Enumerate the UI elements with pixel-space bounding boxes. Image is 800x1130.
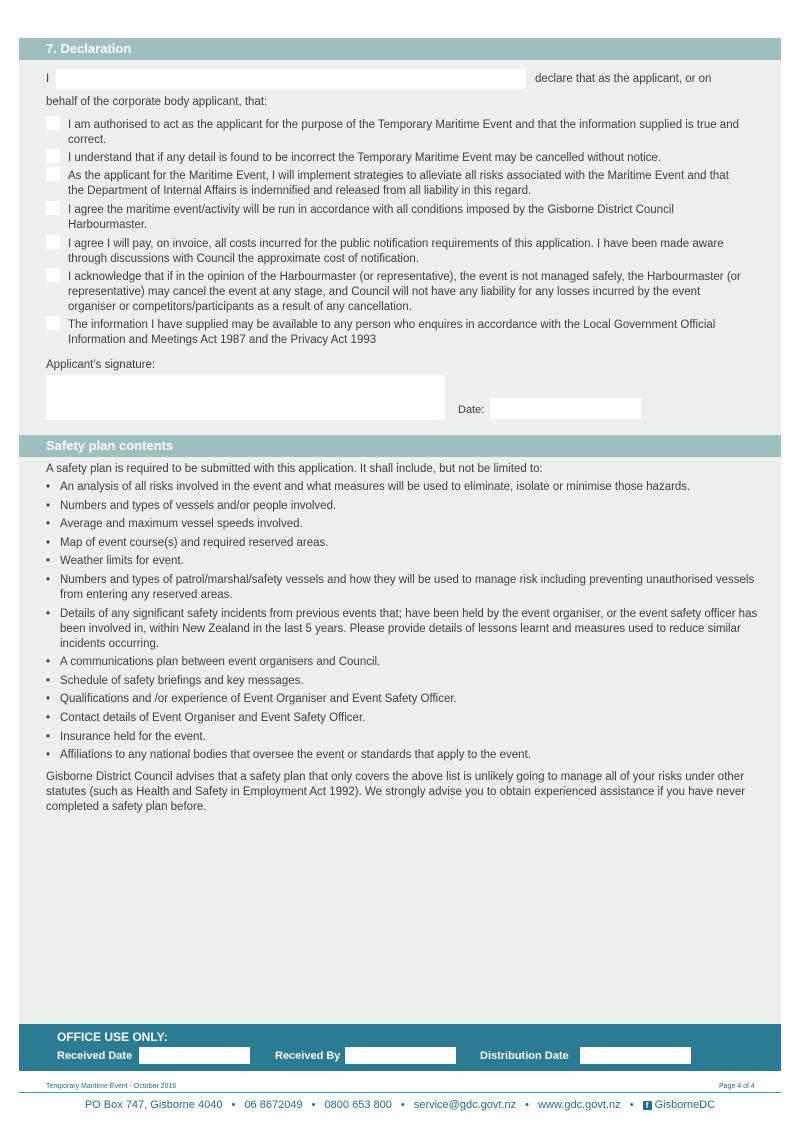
declarant-name-input[interactable] [56,69,526,89]
bullet-icon: • [46,518,51,531]
office-use-title: OFFICE USE ONLY: [57,1030,168,1044]
list-item: • Map of event course(s) and required reserved areas. [46,536,329,549]
footer-phone: 06 8672049 [244,1099,303,1111]
list-item: • Numbers and types of vessels and/or people involved. [46,499,337,512]
declaration-checkbox-3[interactable] [46,167,60,181]
footer-divider [19,1092,781,1093]
footer-facebook-link[interactable]: GisborneDC [654,1099,716,1111]
received-by-label: Received By [275,1050,341,1062]
bullet-icon: • [46,499,51,512]
declaration-checkbox-4[interactable] [46,201,60,215]
footer-separator: • [525,1099,530,1111]
bullet-icon: • [46,730,51,743]
bullet-icon: • [46,481,51,493]
list-item: • Details of any significant safety incidents from previous events that; have been held by the event organiser, or the event safety officer has been involved in, within New Zealand in the last 5 years. Please provide details of lessons learnt and measures used to reduce similar incidents occurring. [46,607,758,650]
declaration-checkbox-5[interactable] [46,235,60,249]
footer-email-link[interactable]: service@gdc.govt.nz [413,1099,517,1111]
declaration-heading: 7. Declaration [19,38,781,60]
bullet-icon: • [46,749,51,762]
list-item: • Numbers and types of patrol/marshal/safety vessels and how they will be used to manage risk including preventing unauthorised vessels from entering any reserved areas. [46,573,755,601]
bullet-icon: • [46,656,51,669]
declaration-item-1: I am authorised to act as the applicant for the purpose of the Temporary Maritime Event and that the information supplied is true and correct. [68,119,739,146]
bullet-icon: • [46,674,51,687]
declaration-item-5: I agree I will pay, on invoice, all costs incurred for the public notification requirements of this application. I have been made aware through discussions with Council the approximate cost of notification. [68,238,724,265]
behalf-text: behalf of the corporate body applicant, that: [46,96,268,108]
list-item: • Affiliations to any national bodies that oversee the event or standards that apply to the event. [46,749,531,762]
list-item: • Qualifications and /or experience of Event Organiser and Event Safety Officer. [46,693,457,706]
received-by-input[interactable] [345,1047,456,1064]
safety-intro: A safety plan is required to be submitted with this application. It shall include, but not be limited to: [46,463,543,475]
signature-label: Applicant’s signature: [46,359,156,371]
office-use-section [19,1024,781,1071]
footer-address: PO Box 747, Gisborne 4040 [84,1099,223,1111]
footer-website-link[interactable]: www.gdc.govt.nz [538,1099,621,1111]
footer-doc-title: Temporary Maritime Event - October 2016 [46,1083,177,1090]
received-date-input[interactable] [139,1047,250,1064]
footer-separator: • [311,1099,316,1111]
distribution-date-label: Distribution Date [480,1050,569,1062]
bullet-icon: • [46,711,51,724]
bullet-icon: • [46,555,51,568]
declaration-checkbox-6[interactable] [46,268,60,282]
signature-field[interactable] [46,375,445,420]
declaration-item-3: As the applicant for the Maritime Event, I will implement strategies to alleviate all risks associated with the Maritime Event and that the Department of Internal Affairs is indemnified and released from all liability in this regard. [68,170,729,197]
list-item: • Schedule of safety briefings and key messages. [46,674,304,687]
declaration-item-6: I acknowledge that if in the opinion of the Harbourmaster (or representative), the event is not managed safely, the Harbourmaster (or representative) may cancel the event at any stage, and Council will not have any liability for any losses incurred by the event organiser or competitors/participants as a result of any cancellation. [68,271,741,313]
distribution-date-input[interactable] [580,1047,691,1064]
date-input[interactable] [490,398,641,419]
bullet-icon: • [46,693,51,706]
list-item: • Weather limits for event. [46,555,184,568]
bullet-icon: • [46,536,51,549]
facebook-icon: f [643,1101,652,1110]
safety-closing-text: Gisborne District Council advises that a safety plan that only covers the above list is unlikely going to manage all of your risks under other statutes (such as Health and Safety in Employment Act 1992). We strongly advise you to obtain experienced assistance if you have never completed a safety plan before. [46,771,746,813]
safety-plan-list [46,480,758,767]
footer-freephone: 0800 653 800 [324,1099,392,1111]
list-item: • A communications plan between event organisers and Council. [46,656,381,669]
list-item: • Insurance held for the event. [46,730,206,743]
declaration-checkbox-1[interactable] [46,116,60,130]
declaration-checkbox-7[interactable] [46,316,60,330]
list-item: • Contact details of Event Organiser and Event Safety Officer. [46,711,366,724]
declaration-item-7: The information I have supplied may be available to any person who enquires in accordance with the Local Government Official Information and Meetings Act 1987 and the Privacy Act 1993 [68,319,716,346]
footer-separator: • [231,1099,236,1111]
declaration-checkbox-2[interactable] [46,149,60,163]
date-label: Date: [458,404,485,416]
safety-plan-heading: Safety plan contents [19,435,781,457]
received-date-label: Received Date [57,1050,133,1062]
declare-text: declare that as the applicant, or on [535,73,712,85]
footer-separator: • [400,1099,405,1111]
declaration-item-4: I agree the maritime event/activity will be run in accordance with all conditions imposed by the Gisborne District Council Harbourmaster. [68,204,674,231]
list-item: • An analysis of all risks involved in the event and what measures will be used to eliminate, isolate or minimise those hazards. [46,481,691,493]
bullet-icon: • [46,607,51,620]
declaration-item-2: I understand that if any detail is found to be incorrect the Temporary Maritime Event may be cancelled without notice. [68,152,661,164]
footer-separator: • [629,1099,634,1111]
footer-page-number: Page 4 of 4 [719,1083,755,1090]
list-item: • Average and maximum vessel speeds involved. [46,518,303,531]
footer-contact [0,1099,800,1111]
declaration-i-label: I [46,73,50,85]
bullet-icon: • [46,573,51,586]
